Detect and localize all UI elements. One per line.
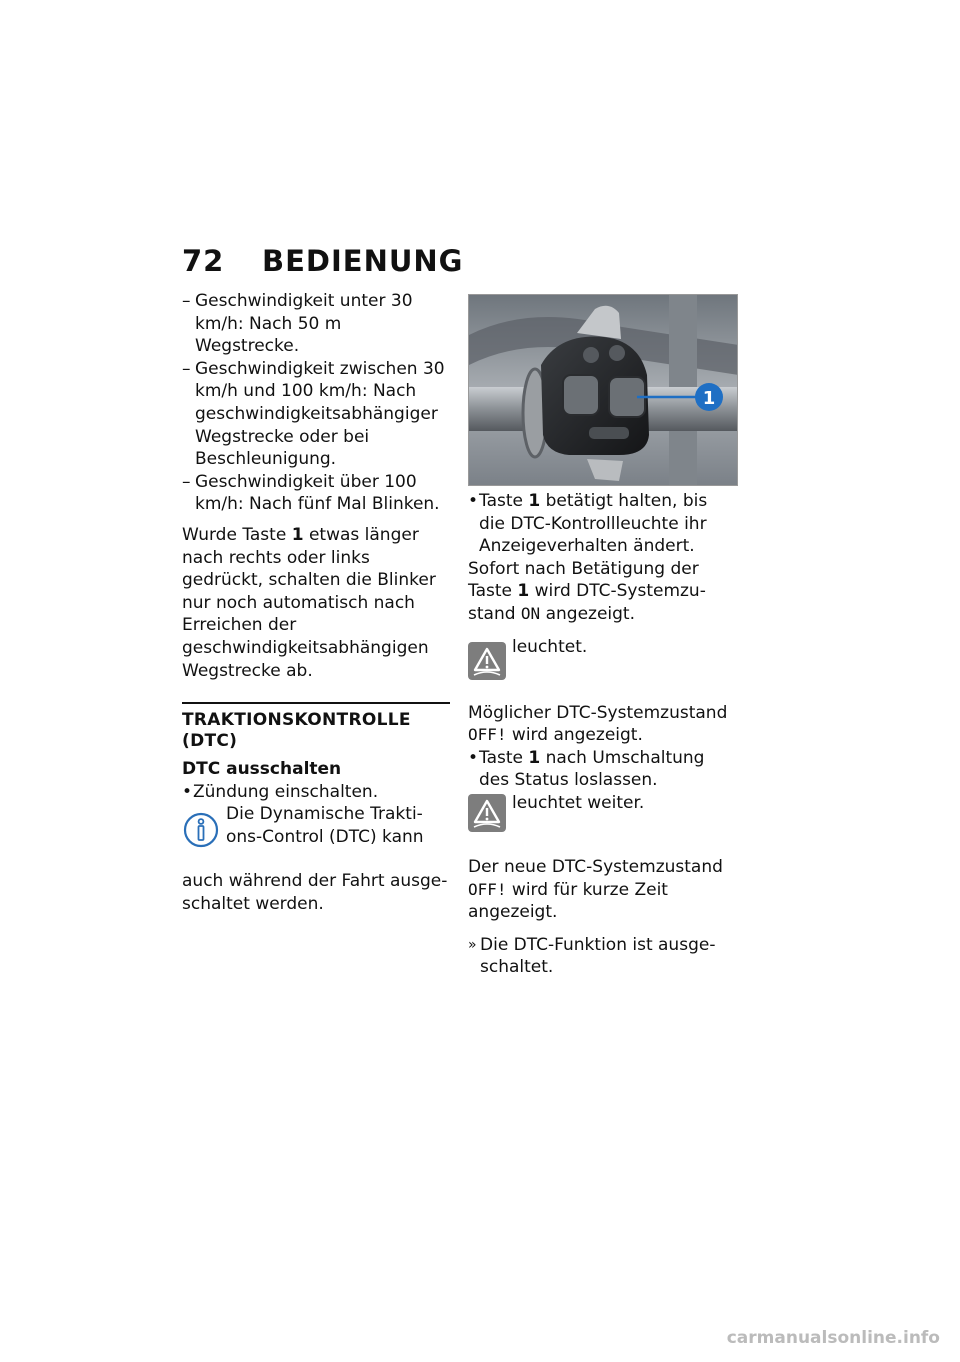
paragraph-text: wird DTC-Systemzustand (468, 581, 706, 624)
paragraph (468, 702, 738, 747)
paragraph-text: Möglicher DTC-Systemzustand (468, 702, 728, 723)
dash-mark: – (182, 291, 191, 311)
result-text: Die DTC-Funktion ist ausgeschaltet. (480, 934, 716, 978)
list-item-text: Taste (479, 747, 529, 768)
page-title: BEDIENUNG (262, 244, 464, 278)
paragraph-text: Sofort nach Betätigung der Taste (468, 558, 699, 602)
bullet-mark: • (468, 491, 479, 511)
warning-light-text: leuchtet. (512, 636, 588, 657)
handlebar-switch-photo (468, 294, 738, 486)
reference-number: 1 (528, 491, 541, 511)
result-mark: » (468, 936, 477, 953)
result-item (468, 934, 738, 979)
list-item (182, 290, 450, 358)
display-status-code: OFF! (468, 879, 507, 899)
paragraph-text: etwas länger nach rechts oder links gedrückt, schalten die Blinker nur noch automatisch nach Erreichen der geschwindigkeitsabhängigen Wegstrecke ab. (182, 524, 436, 681)
info-text-line2: auch während der Fahrt ausgeschaltet werden. (182, 871, 448, 915)
list-item-text: Geschwindigkeit über 100 km/h: Nach fünf Mal Blinken. (195, 471, 440, 515)
reference-number: 1 (517, 581, 530, 602)
warning-light-text: leuchtet weiter. (512, 792, 645, 813)
page-number: 72 (182, 244, 225, 278)
list-item-text: Taste (479, 491, 529, 511)
dtc-warning-light-icon (468, 642, 506, 687)
paragraph (182, 524, 450, 682)
paragraph (468, 856, 738, 924)
info-text-line1: Die Dynamische Traktions-Control (DTC) kann (226, 804, 424, 847)
dash-mark: – (182, 471, 191, 492)
info-icon (182, 811, 220, 856)
list-item (182, 781, 450, 804)
info-note (182, 803, 450, 915)
callout-label: 1 (702, 388, 716, 409)
paragraph-text: wird für kurze Zeit angezeigt. (468, 879, 668, 923)
paragraph-text: Wurde Taste (182, 524, 292, 545)
paragraph-text: Der neue DTC-Systemzustand (468, 856, 723, 877)
display-status-code: OFF! (468, 725, 507, 745)
section-divider (182, 702, 450, 704)
list-item-text: Geschwindigkeit zwischen 30 km/h und 100 km/h: Nach geschwindigkeitsabhängiger Wegstrecke oder bei Beschleunigung. (195, 358, 445, 470)
list-item (182, 358, 450, 471)
watermark: carmanualsonline.info (726, 1328, 940, 1348)
list-item (468, 747, 738, 792)
warning-light-row (468, 636, 738, 692)
bullet-mark: • (182, 781, 193, 802)
page-header (182, 244, 463, 278)
warning-light-row (468, 792, 738, 842)
bullet-mark: • (468, 747, 479, 768)
list-item-text: Zündung einschalten. (193, 781, 379, 802)
subsection-title: DTC ausschalten (182, 759, 342, 780)
display-status-code: ON (520, 603, 541, 623)
list-item-text: Geschwindigkeit unter 30 km/h: Nach 50 m Wegstrecke. (195, 291, 413, 357)
dtc-warning-light-icon (468, 794, 506, 839)
list-item (468, 490, 738, 558)
paragraph (468, 558, 738, 626)
list-item-text: betätigt halten, bis die DTC-Kontrollleuchte ihr Anzeigeverhalten ändert. (479, 491, 708, 557)
list-item-text: nach Umschaltung des Status loslassen. (479, 747, 705, 791)
left-column (182, 290, 450, 916)
section-title: TRAKTIONSKONTROLLE (DTC) (182, 710, 411, 752)
right-column (468, 294, 738, 979)
list-item (182, 471, 450, 516)
reference-number: 1 (291, 524, 304, 545)
reference-number: 1 (528, 747, 541, 768)
dash-mark: – (182, 358, 191, 379)
paragraph-text: angezeigt. (540, 603, 635, 624)
paragraph-text: wird angezeigt. (506, 725, 643, 746)
